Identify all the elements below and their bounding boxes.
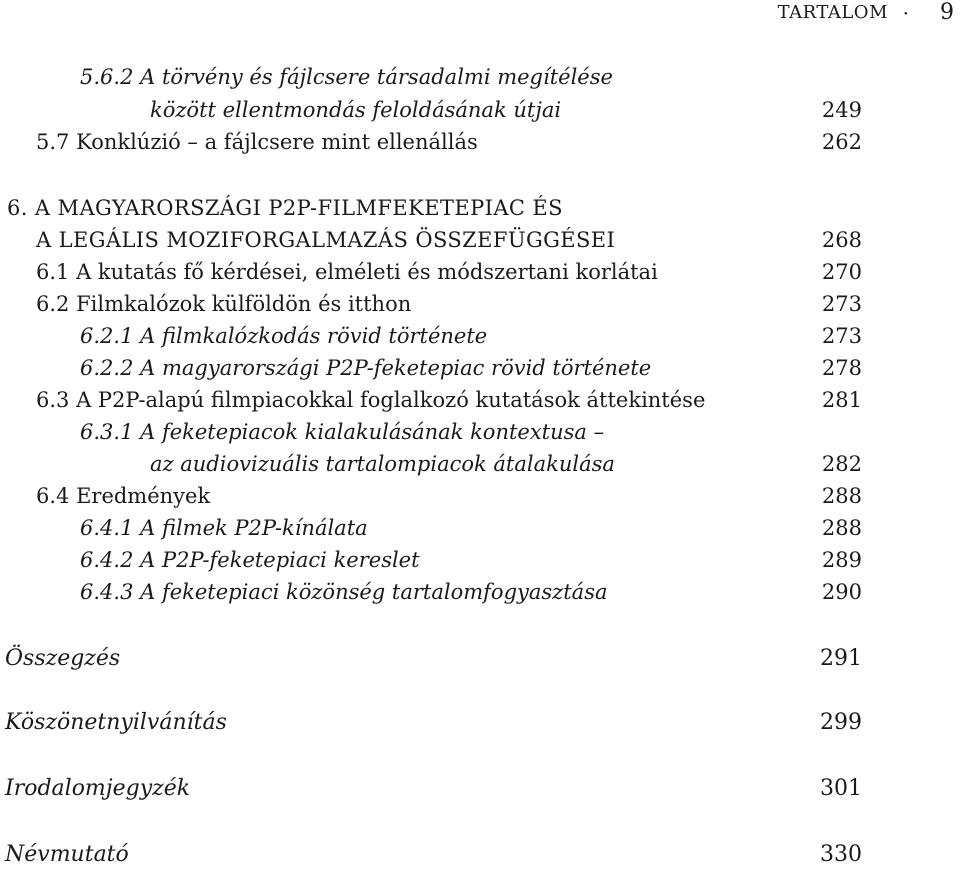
running-header-title: TARTALOM <box>777 2 888 23</box>
toc-entry-page: 281 <box>821 388 862 412</box>
toc-entry <box>0 516 960 546</box>
toc-entry-title: Köszönetnyilvánítás <box>5 710 227 735</box>
toc-entry-page: 291 <box>820 646 862 671</box>
toc-entry-page: 273 <box>821 324 862 348</box>
toc-entry-title: 6.4.2 A P2P-feketepiaci kereslet <box>80 548 420 572</box>
toc-entry-title: 6.2 Filmkalózok külföldön és itthon <box>36 292 412 316</box>
toc-entry <box>0 65 960 95</box>
toc-entry-page: 273 <box>821 292 862 316</box>
toc-entry <box>0 420 960 450</box>
toc-entry-title: Irodalomjegyzék <box>5 776 191 801</box>
toc-entry-title: 6.4.1 A filmek P2P-kínálata <box>80 516 368 540</box>
toc-chapter <box>0 196 960 226</box>
toc-entry-title: 6.4 Eredmények <box>36 484 211 508</box>
toc-entry-title: 6. A MAGYARORSZÁGI P2P-FILMFEKETEPIAC ÉS <box>7 196 563 220</box>
toc-entry <box>0 324 960 354</box>
toc-entry <box>0 548 960 578</box>
toc-entry <box>0 98 960 128</box>
toc-entry-page: 288 <box>821 484 862 508</box>
toc-entry-page: 299 <box>820 710 862 735</box>
toc-chapter <box>0 228 960 258</box>
toc-entry-page: 290 <box>821 580 862 604</box>
toc-entry-page: 289 <box>821 548 862 572</box>
toc-entry-title: az audiovizuális tartalompiacok átalakulása <box>150 452 615 476</box>
page-number: 9 <box>940 0 954 25</box>
toc-entry-title: 6.3 A P2P-alapú filmpiacokkal foglalkozó kutatások áttekintése <box>36 388 706 412</box>
toc-entry-title: 5.6.2 A törvény és fájlcsere társadalmi megítélése <box>80 65 613 89</box>
toc-entry-title: A LEGÁLIS MOZIFORGALMAZÁS ÖSSZEFÜGGÉSEI <box>36 228 616 252</box>
toc-entry-title: között ellentmondás feloldásának útjai <box>150 98 562 122</box>
toc-entry-title: Névmutató <box>5 842 129 867</box>
toc-entry-page: 330 <box>820 842 862 867</box>
toc-entry-title: Összegzés <box>5 646 121 671</box>
toc-entry-page: 301 <box>820 776 862 801</box>
toc-entry-page: 278 <box>821 356 862 380</box>
toc-entry-title: 6.1 A kutatás fő kérdései, elméleti és módszertani korlátai <box>36 260 658 284</box>
toc-entry-page: 270 <box>821 260 862 284</box>
toc-entry <box>0 710 960 740</box>
toc-entry <box>0 388 960 418</box>
toc-entry-title: 6.4.3 A feketepiaci közönség tartalomfogyasztása <box>80 580 608 604</box>
toc-entry <box>0 452 960 482</box>
toc-entry-page: 249 <box>821 98 862 122</box>
toc-entry <box>0 580 960 610</box>
toc-entry-page: 288 <box>821 516 862 540</box>
running-header-separator: · <box>902 1 909 25</box>
toc-entry <box>0 646 960 676</box>
toc-entry-page: 262 <box>821 130 862 154</box>
running-header <box>0 0 960 28</box>
toc-entry <box>0 776 960 806</box>
toc-entry-title: 6.2.1 A filmkalózkodás rövid története <box>80 324 488 348</box>
toc-entry <box>0 130 960 160</box>
toc-entry <box>0 260 960 290</box>
toc-entry <box>0 356 960 386</box>
toc-entry <box>0 292 960 322</box>
toc-entry-title: 6.2.2 A magyarországi P2P-feketepiac rövid története <box>80 356 652 380</box>
toc-entry <box>0 484 960 514</box>
toc-entry-title: 6.3.1 A feketepiacok kialakulásának kontextusa – <box>80 420 605 444</box>
toc-entry-title: 5.7 Konklúzió – a fájlcsere mint ellenállás <box>36 130 478 154</box>
toc-entry-page: 268 <box>821 228 862 252</box>
toc-entry-page: 282 <box>821 452 862 476</box>
